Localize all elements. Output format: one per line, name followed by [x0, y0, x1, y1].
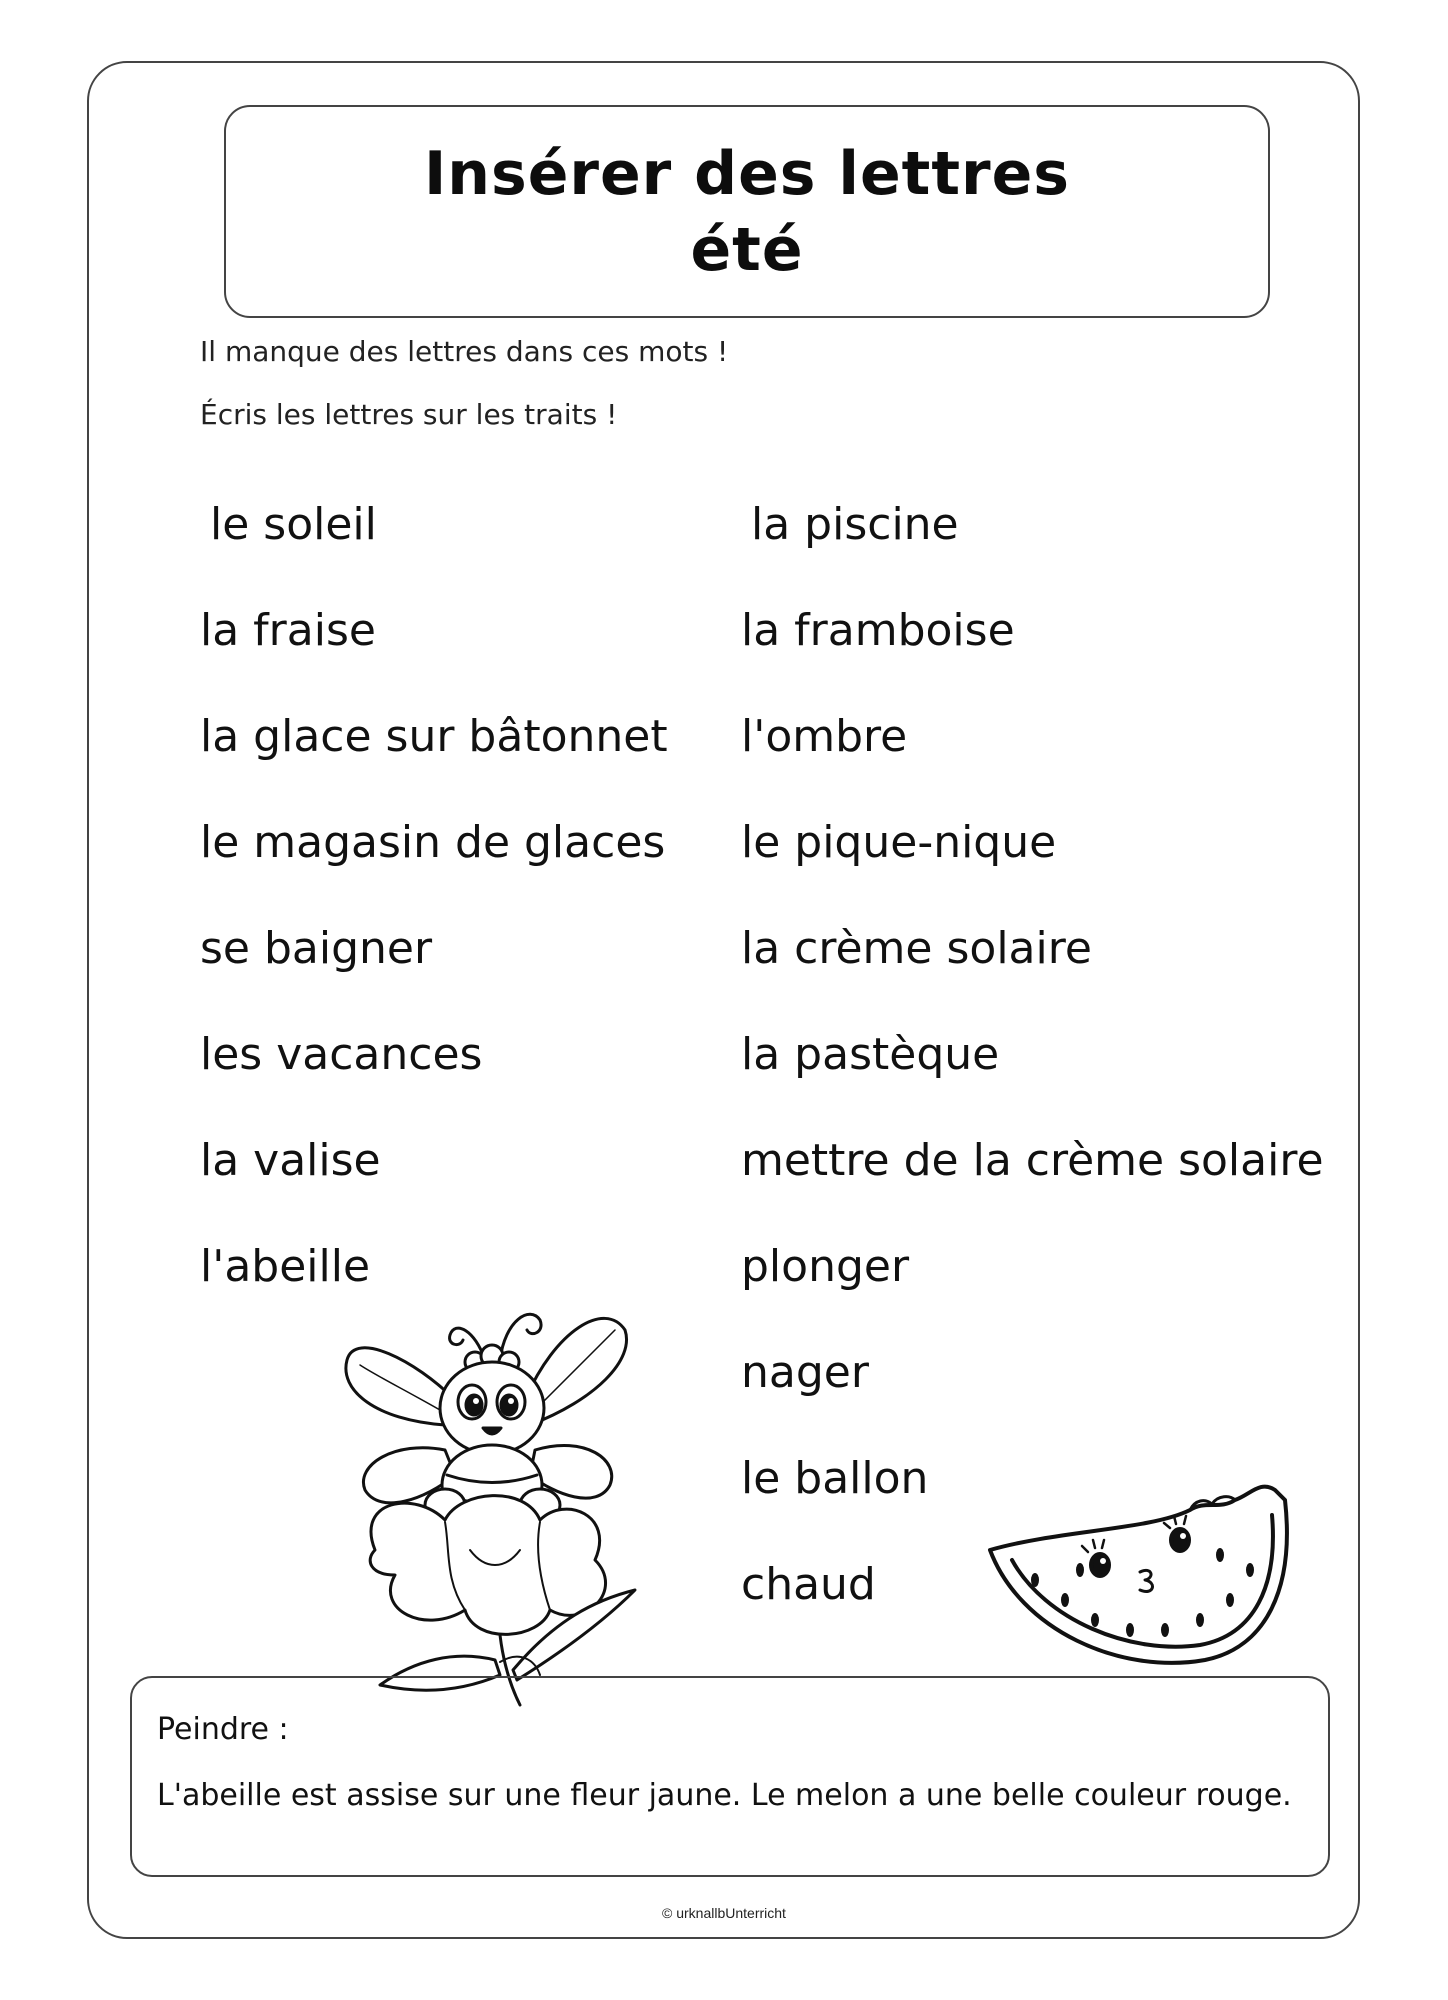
word-list-left [200, 490, 668, 1338]
word-item: plonger [741, 1241, 910, 1292]
word-item: le magasin de glaces [200, 817, 666, 868]
word-item: nager [741, 1347, 869, 1398]
instruction-line: Écris les lettres sur les traits ! [200, 398, 618, 431]
word-item: chaud [741, 1559, 876, 1610]
page-title: Insérer des lettres [423, 138, 1071, 209]
word-item: les vacances [200, 1029, 483, 1080]
instruction-line: Il manque des lettres dans ces mots ! [200, 335, 729, 368]
word-item: la framboise [741, 605, 1015, 656]
word-item: l'abeille [200, 1241, 371, 1292]
bee-on-flower-icon [335, 1290, 645, 1710]
copyright-footer: © urknallbUnterricht [662, 1905, 786, 1921]
word-item: la fraise [200, 605, 376, 656]
word-item: la crème solaire [741, 923, 1092, 974]
word-item: l'ombre [741, 711, 908, 762]
painting-text: L'abeille est assise sur une fleur jaune. Le melon a une belle couleur rouge. [157, 1778, 1292, 1813]
word-item: la glace sur bâtonnet [200, 711, 668, 762]
word-item: mettre de la crème solaire [741, 1135, 1324, 1186]
word-item: la piscine [751, 499, 959, 550]
word-item: le pique-nique [741, 817, 1057, 868]
word-item: la valise [200, 1135, 381, 1186]
title-box [224, 105, 1270, 318]
word-item: la pastèque [741, 1029, 1000, 1080]
painting-instructions-box [130, 1676, 1330, 1877]
word-item: le ballon [741, 1453, 929, 1504]
page-subtitle: été [690, 214, 804, 285]
word-item: se baigner [200, 923, 433, 974]
painting-label: Peindre : [157, 1712, 289, 1747]
watermelon-icon [980, 1470, 1300, 1680]
word-item: le soleil [210, 499, 377, 550]
